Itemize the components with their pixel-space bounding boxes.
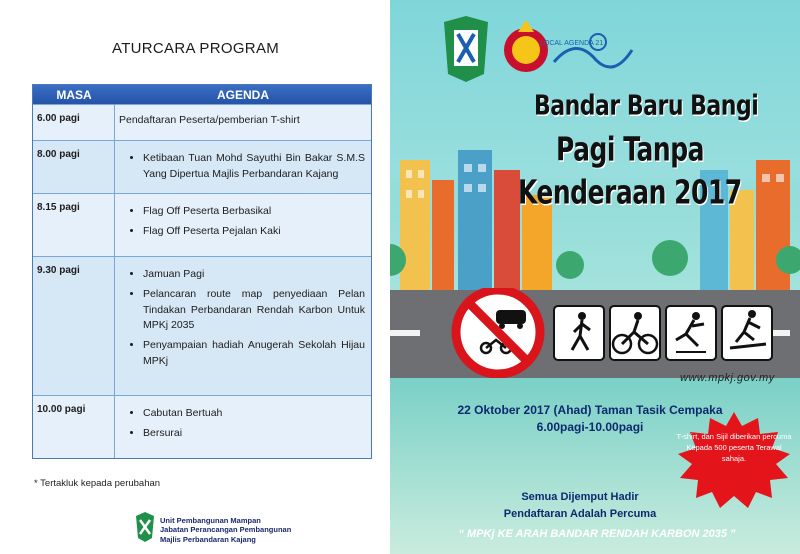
agenda-item: • Jamuan Pagi (143, 267, 365, 283)
schedule-panel (0, 0, 390, 554)
poster-title-line1: Bandar Baru Bangi (534, 90, 759, 123)
event-time: 6.00pagi-10.00pagi (536, 420, 644, 435)
pedestrian-sign-icon (554, 306, 604, 360)
row-agenda (115, 141, 371, 193)
unit-logo-icon (134, 512, 156, 542)
invitation (470, 489, 690, 523)
row-time: 6.00 pagi (33, 105, 115, 140)
local-agenda-logo-icon (554, 34, 632, 67)
unit-line3: Majlis Perbandaran Kajang (160, 534, 256, 544)
row-agenda (115, 257, 371, 395)
agenda-item: • Flag Off Peserta Pejalan Kaki (143, 224, 365, 240)
row-time: 8.00 pagi (33, 141, 115, 193)
agenda-item: • Bersurai (143, 426, 365, 442)
program-title: ATURCARA PROGRAM (112, 40, 280, 57)
local-agenda-label: LOCAL AGENDA 21 (540, 40, 604, 47)
table-row (33, 256, 371, 395)
schedule-table (32, 84, 372, 459)
poster-title-line2: Pagi Tanpa (556, 130, 704, 169)
website-url: www.mpkj.gov.my (680, 372, 775, 384)
poster-title-line3: Kenderaan 2017 (518, 173, 742, 212)
skateboarder-sign-icon (722, 306, 772, 360)
row-agenda (115, 105, 371, 140)
agenda-item: • Cabutan Bertuah (143, 406, 365, 422)
footnote: * Tertakluk kepada perubahan (34, 478, 161, 489)
invite-line1: Semua Dijemput Hadir (521, 491, 639, 503)
agenda-item: • Pelancaran route map penyediaan Pelan Tindakan Perbandaran Rendah Karbon Untuk MPKj 2035 (143, 287, 365, 334)
row-time: 8.15 pagi (33, 194, 115, 256)
table-body (33, 104, 371, 458)
no-vehicles-sign-icon (456, 290, 540, 374)
row-time: 9.30 pagi (33, 257, 115, 395)
agenda-item: • Ketibaan Tuan Mohd Sayuthi Bin Bakar S.M.S Yang Dipertua Majlis Perbandaran Kajang (143, 151, 365, 183)
event-date: 22 Oktober 2017 (Ahad) Taman Tasik Cempaka (457, 403, 723, 417)
cyclist-sign-icon (610, 306, 660, 360)
table-row (33, 395, 371, 458)
agenda-item: • Flag Off Peserta Berbasikal (143, 204, 365, 220)
row-agenda (115, 194, 371, 256)
badge-text: T-shirt, dan Sijil diberikan percuma Kepada 500 peserta Terawal sahaja. (676, 432, 792, 463)
table-row (33, 193, 371, 256)
table-row (33, 140, 371, 193)
mpkj-logo-icon (444, 16, 488, 82)
agenda-item: Pendaftaran Peserta/pemberian T-shirt (119, 114, 300, 126)
header-agenda: AGENDA (216, 87, 269, 102)
unit-line1: Unit Pembangunan Mampan (160, 516, 261, 525)
table-header (33, 85, 371, 104)
skater-sign-icon (666, 306, 716, 360)
invite-line2: Pendaftaran Adalah Percuma (503, 508, 657, 521)
sign-group (448, 288, 778, 378)
slogan: “ MPKj KE ARAH BANDAR RENDAH KARBON 2035 ” (458, 528, 736, 540)
logo-group (436, 14, 636, 86)
row-agenda (115, 396, 371, 458)
row-time: 10.00 pagi (33, 396, 115, 458)
table-row (33, 104, 371, 140)
header-masa: MASA (56, 87, 92, 102)
unit-credit (160, 516, 291, 544)
agenda-item: • Penyampaian hadiah Anugerah Sekolah Hijau MPKj (143, 338, 365, 370)
unit-line2: Jabatan Perancangan Pembangunan (160, 525, 292, 535)
